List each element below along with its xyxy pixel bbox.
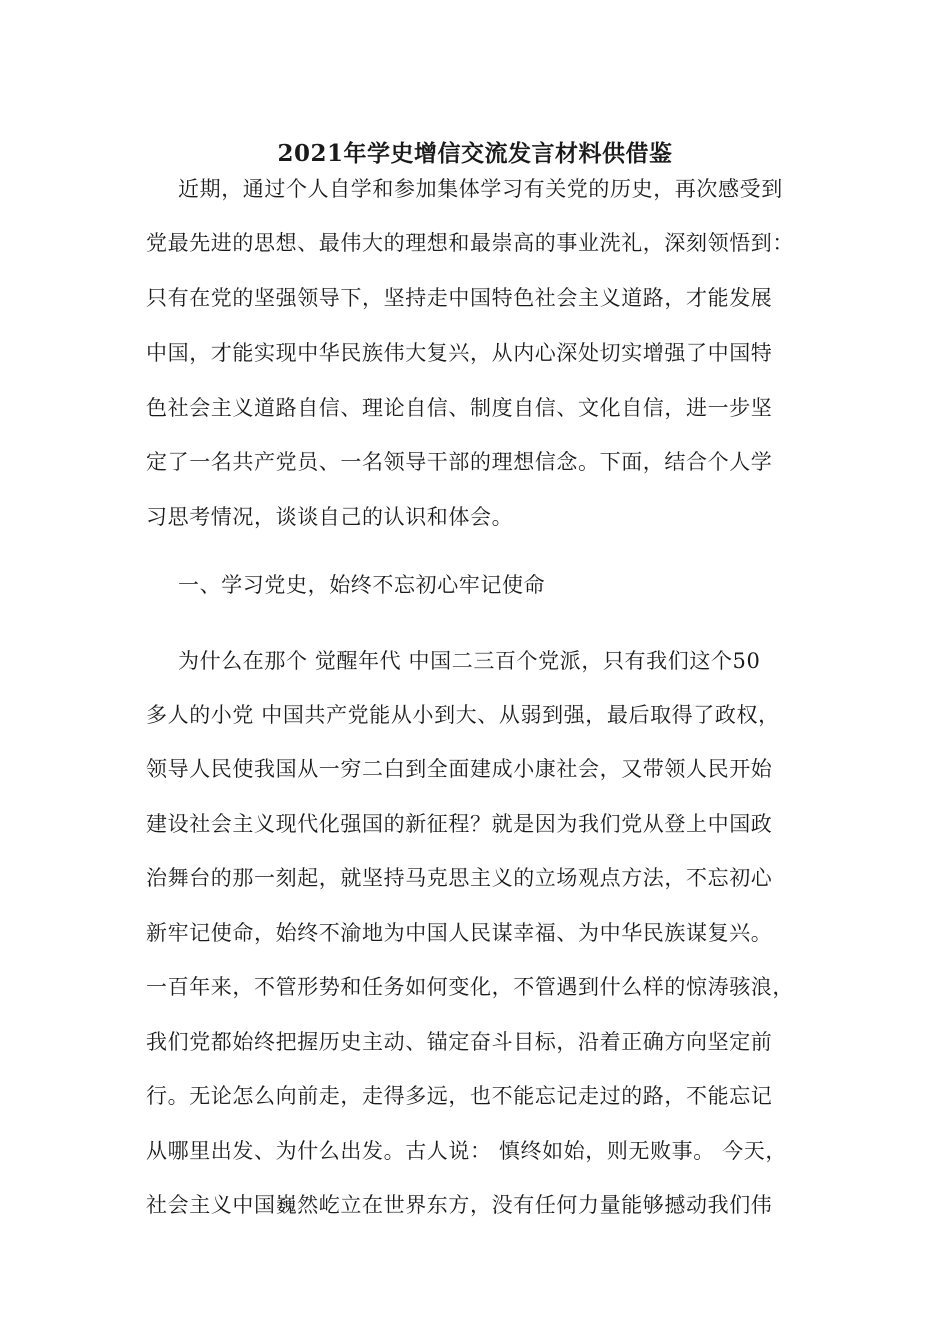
document-title: 2021年学史增信交流发言材料供借鉴	[277, 140, 673, 167]
paragraph2-line-9: 行。无论怎么向前走，走得多远，也不能忘记走过的路，不能忘记	[146, 1084, 773, 1108]
paragraph2-line-3: 领导人民使我国从一穷二白到全面建成小康社会，又带领人民开始	[146, 757, 773, 781]
paragraph2-line-6: 新牢记使命，始终不渝地为中国人民谋幸福、为中华民族谋复兴。	[146, 921, 773, 945]
paragraph1-line-4: 中国，才能实现中华民族伟大复兴，从内心深处切实增强了中国特	[146, 341, 773, 365]
paragraph2-line-8: 我们党都始终把握历史主动、锚定奋斗目标，沿着正确方向坚定前	[146, 1030, 773, 1054]
paragraph1-line-1: 近期，通过个人自学和参加集体学习有关党的历史，再次感受到	[178, 177, 783, 201]
paragraph2-line-2: 多人的小党 中国共产党能从小到大、从弱到强，最后取得了政权，	[146, 703, 780, 727]
paragraph1-line-6: 定了一名共产党员、一名领导干部的理想信念。下面，结合个人学	[146, 450, 773, 474]
paragraph2-line-1: 为什么在那个 觉醒年代 中国二三百个党派，只有我们这个50	[178, 649, 761, 673]
section-heading-1: 一、学习党史，始终不忘初心牢记使命	[178, 573, 546, 597]
paragraph1-line-3: 只有在党的坚强领导下，坚持走中国特色社会主义道路，才能发展	[146, 286, 773, 310]
paragraph2-line-10: 从哪里出发、为什么出发。古人说： 慎终如始，则无败事。 今天，	[146, 1139, 787, 1163]
paragraph2-line-7: 一百年来，不管形势和任务如何变化，不管遇到什么样的惊涛骇浪，	[146, 975, 794, 999]
paragraph1-line-2: 党最先进的思想、最伟大的理想和最崇高的事业洗礼，深刻领悟到：	[146, 231, 794, 255]
paragraph2-line-4: 建设社会主义现代化强国的新征程？就是因为我们党从登上中国政	[146, 812, 773, 836]
paragraph1-line-5: 色社会主义道路自信、理论自信、制度自信、文化自信，进一步坚	[146, 396, 773, 420]
paragraph2-line-5: 治舞台的那一刻起，就坚持马克思主义的立场观点方法，不忘初心	[146, 866, 773, 890]
paragraph1-line-7: 习思考情况，谈谈自己的认识和体会。	[146, 505, 514, 529]
paragraph2-line-11: 社会主义中国巍然屹立在世界东方，没有任何力量能够撼动我们伟	[146, 1193, 773, 1217]
